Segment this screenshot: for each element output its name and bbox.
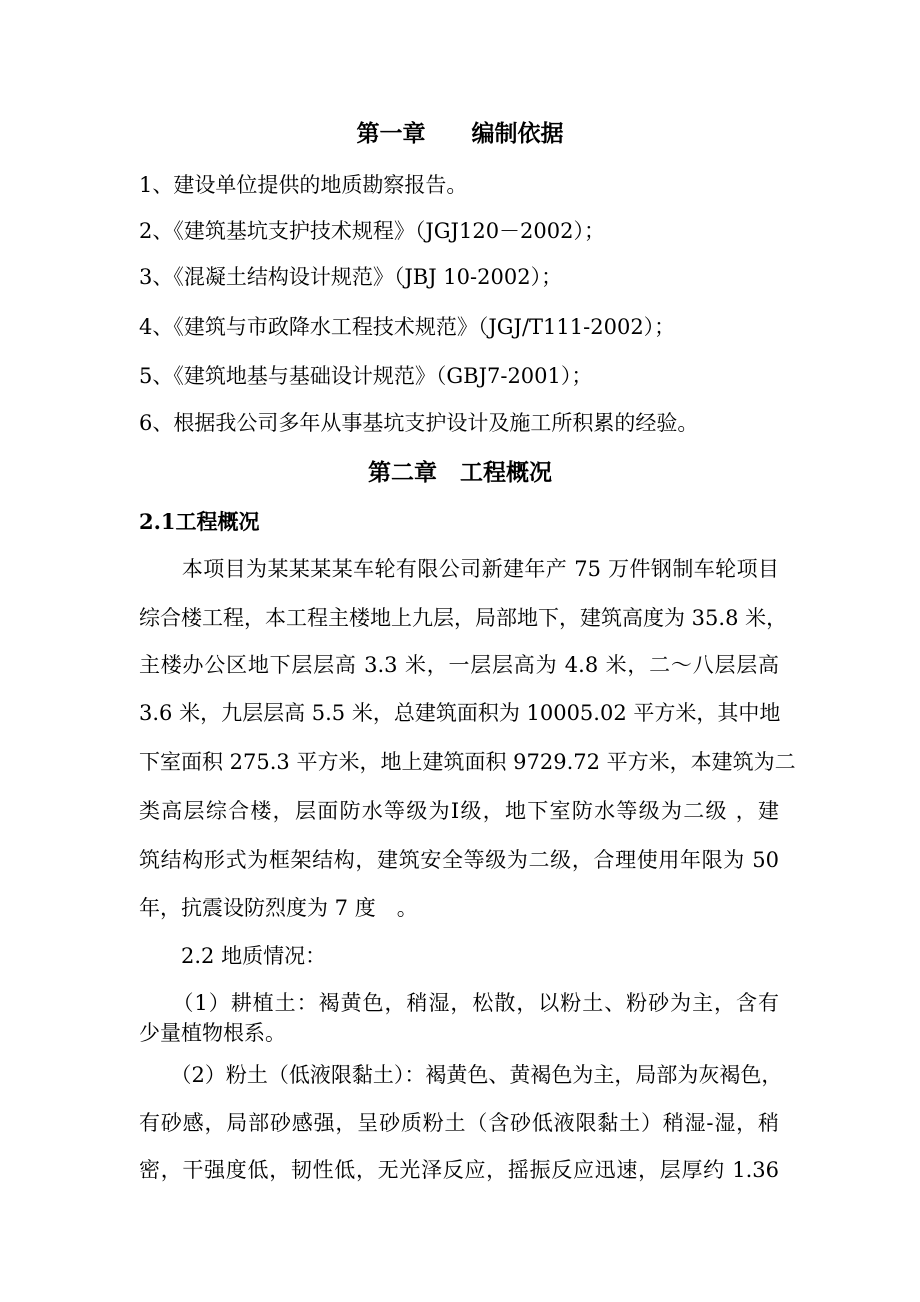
basis-item-1: 1、建设单位提供的地质勘察报告。 bbox=[139, 173, 468, 197]
section-2-1-title: 2.1工程概况 bbox=[139, 509, 260, 534]
chapter-2-title: 第二章 工程概况 bbox=[368, 459, 552, 486]
basis-item-4: 4、《建筑与市政降水工程技术规范》（JGJ/T111-2002）； bbox=[139, 315, 676, 339]
geology-line-1: （1）耕植土：褐黄色，稍湿，松散，以粉土、粉砂为主，含有 bbox=[139, 991, 779, 1015]
geology-line-4: 有砂感，局部砂感强，呈砂质粉土（含砂低液限黏土）稍湿-湿，稍 bbox=[139, 1111, 779, 1135]
overview-line-1: 本项目为某某某某车轮有限公司新建年产 75 万件钢制车轮项目 bbox=[139, 557, 779, 581]
overview-line-3: 主楼办公区地下层层高 3.3 米，一层层高为 4.8 米，二～八层层高 bbox=[139, 653, 779, 677]
basis-item-2: 2、《建筑基坑支护技术规程》（JGJ120－2002）； bbox=[139, 219, 605, 243]
overview-line-2: 综合楼工程，本工程主楼地上九层，局部地下，建筑高度为 35.8 米， bbox=[139, 606, 788, 630]
section-2-2-title: 2.2 地质情况： bbox=[139, 944, 327, 968]
basis-item-3: 3、《混凝土结构设计规范》（JBJ 10-2002）； bbox=[139, 265, 563, 289]
overview-line-6: 类高层综合楼，层面防水等级为Ⅰ级，地下室防水等级为二级 ，建 bbox=[139, 799, 779, 823]
basis-item-5: 5、《建筑地基与基础设计规范》（GBJ7-2001）； bbox=[139, 364, 593, 388]
overview-line-4: 3.6 米，九层层高 5.5 米，总建筑面积为 10005.02 平方米，其中地 bbox=[139, 701, 781, 725]
chapter-1-title: 第一章 编制依据 bbox=[356, 120, 564, 147]
overview-line-8: 年，抗震设防烈度为 7 度 。 bbox=[139, 896, 418, 920]
geology-line-5: 密，干强度低，韧性低，无光泽反应，摇振反应迅速，层厚约 1.36 bbox=[139, 1158, 779, 1182]
basis-item-6: 6、根据我公司多年从事基坑支护设计及施工所积累的经验。 bbox=[139, 411, 699, 435]
geology-line-2: 少量植物根系。 bbox=[139, 1021, 286, 1045]
overview-line-7: 筑结构形式为框架结构，建筑安全等级为二级，合理使用年限为 50 bbox=[139, 848, 779, 872]
geology-line-3: （2）粉土（低液限黏土）：褐黄色、黄褐色为主，局部为灰褐色， bbox=[139, 1063, 783, 1087]
overview-line-5: 下室面积 275.3 平方米，地上建筑面积 9729.72 平方米，本建筑为二 bbox=[139, 750, 796, 774]
